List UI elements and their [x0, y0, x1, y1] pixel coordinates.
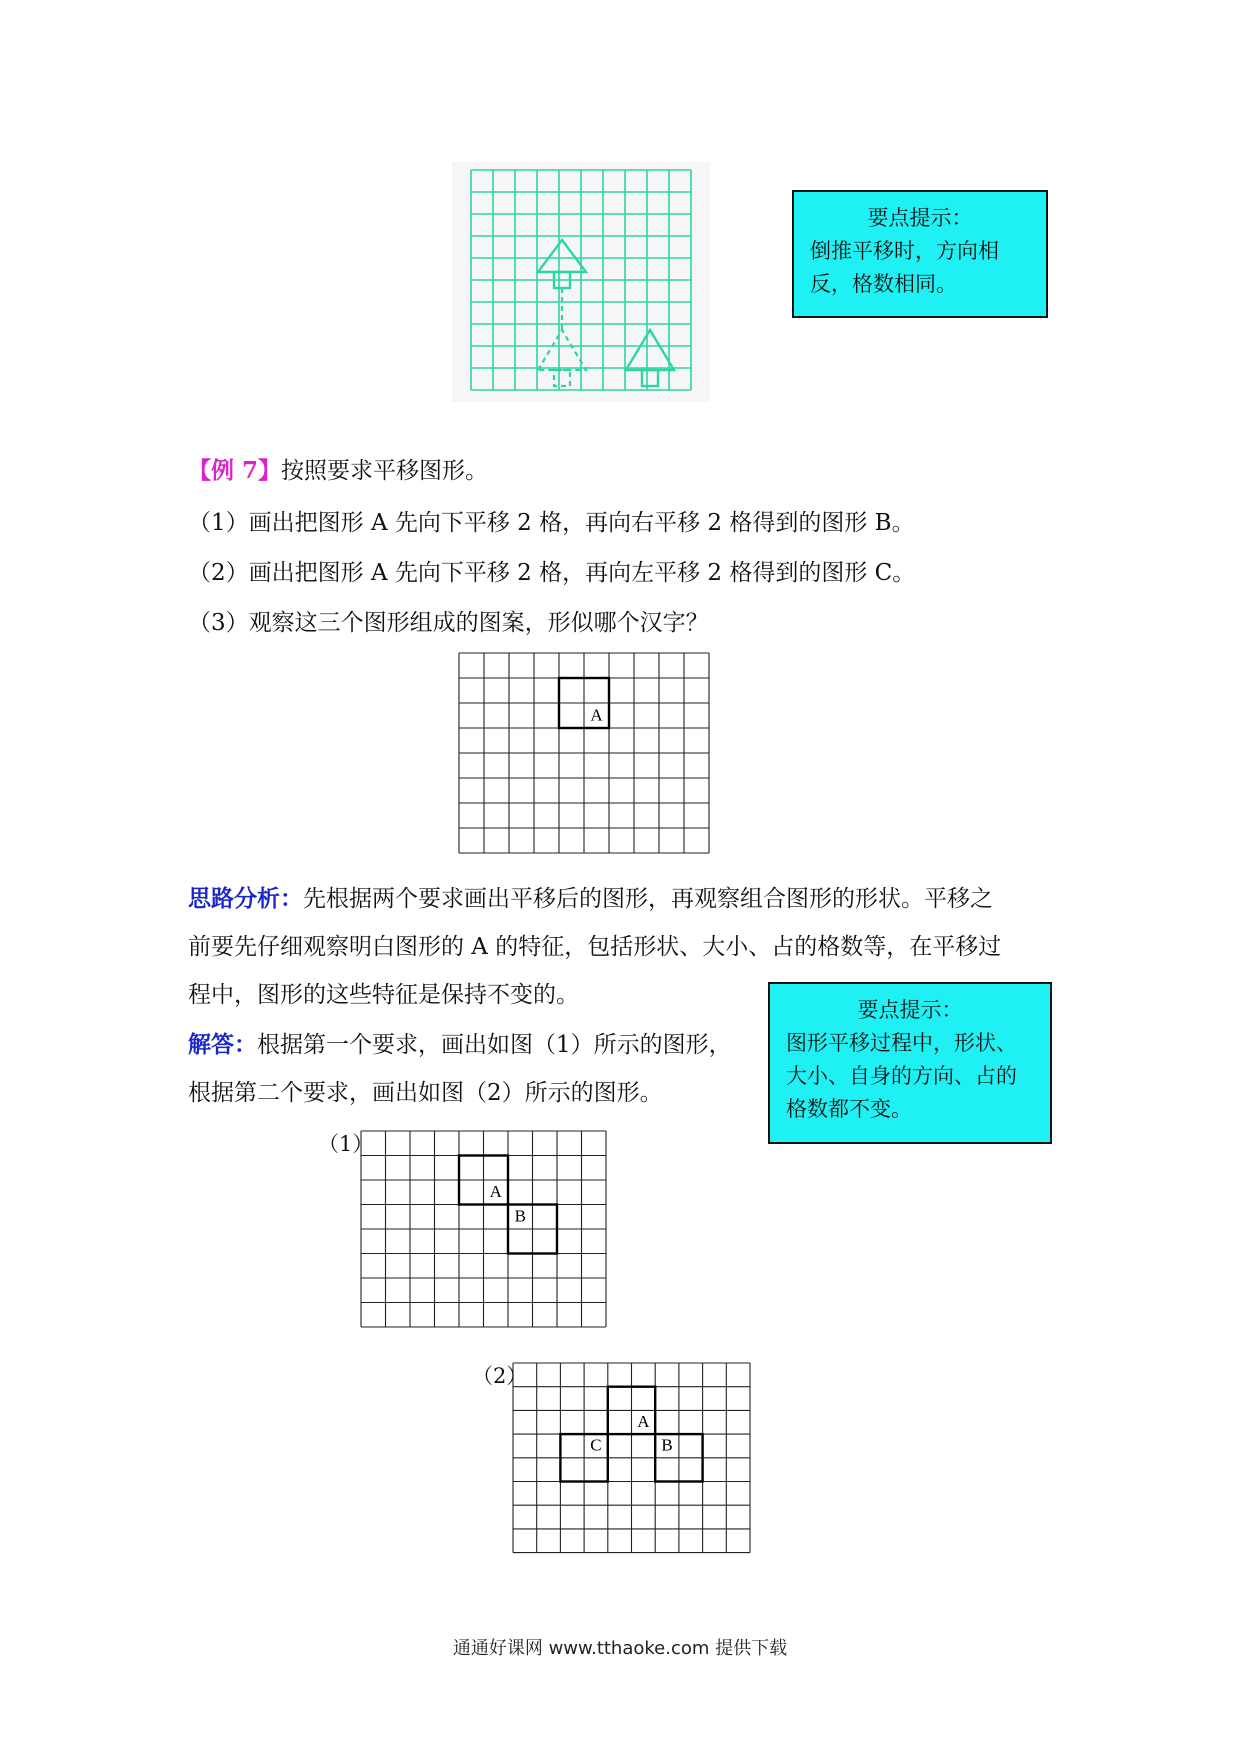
answer-grid-2 [512, 1362, 754, 1558]
grid-lines [513, 1363, 750, 1553]
grid-lines [459, 653, 709, 853]
answer-text-1: 根据第一个要求，画出如图（1）所示的图形， [257, 1032, 732, 1058]
green-grid-svg [452, 162, 710, 402]
question-grid [458, 652, 711, 858]
question-2: （2）画出把图形 A 先向下平移 2 格，再向左平移 2 格得到的图形 C。 [188, 560, 916, 586]
question-1: （1）画出把图形 A 先向下平移 2 格，再向右平移 2 格得到的图形 B。 [188, 510, 915, 536]
answer-label: 解答： [188, 1031, 257, 1058]
hint-title: 要点提示： [867, 206, 973, 230]
shape-b-label: B [514, 1206, 526, 1226]
hint-box-2 [768, 982, 1052, 1144]
analysis-text-1: 先根据两个要求画出平移后的图形，再观察组合图形的形状。平移之 [303, 886, 993, 912]
shape-b-label: B [661, 1435, 673, 1455]
triangle-moved [626, 330, 674, 370]
example-heading [188, 452, 488, 485]
translation-figure [452, 162, 710, 402]
footer-text: 通通好课网 www.tthaoke.com 提供下载 [452, 1638, 788, 1659]
grid-lines [361, 1131, 606, 1327]
triangle-dashed [538, 330, 586, 370]
triangle-original [538, 240, 586, 272]
analysis-line-2: 前要先仔细观察明白图形的 A 的特征，包括形状、大小、占的格数等，在平移过 [188, 934, 1002, 960]
answer-line-1 [188, 1026, 732, 1059]
analysis-line-1 [188, 880, 993, 913]
stem-dashed [554, 370, 570, 386]
answer-grid-1 [360, 1130, 608, 1334]
example-title: 按照要求平移图形。 [281, 458, 489, 484]
shape-a-label: A [489, 1182, 502, 1202]
hint-title: 要点提示： [857, 998, 963, 1022]
fig1-label: （1） [318, 1132, 374, 1156]
stem-moved [642, 370, 658, 386]
answer-line-2: 根据第二个要求，画出如图（2）所示的图形。 [188, 1080, 663, 1106]
hint-box-1 [792, 190, 1048, 318]
answer-grid-2-svg [512, 1362, 754, 1554]
shape-a-label: A [637, 1411, 650, 1431]
shape-a-label: A [590, 705, 603, 725]
question-grid-svg [458, 652, 711, 854]
example-tag: 【例 7】 [188, 457, 282, 484]
analysis-label: 思路分析： [188, 885, 303, 912]
analysis-line-3: 程中，图形的这些特征是保持不变的。 [188, 982, 579, 1008]
hint-body: 图形平移过程中，形状、大小、自身的方向、占的格数都不变。 [786, 1031, 1017, 1121]
hint-body: 倒推平移时，方向相反，格数相同。 [810, 239, 999, 296]
answer-grid-1-svg [360, 1130, 608, 1330]
question-3: （3）观察这三个图形组成的图案，形似哪个汉字？ [188, 610, 709, 636]
fig2-label: （2） [472, 1364, 528, 1388]
shape-c-label: C [590, 1435, 602, 1455]
